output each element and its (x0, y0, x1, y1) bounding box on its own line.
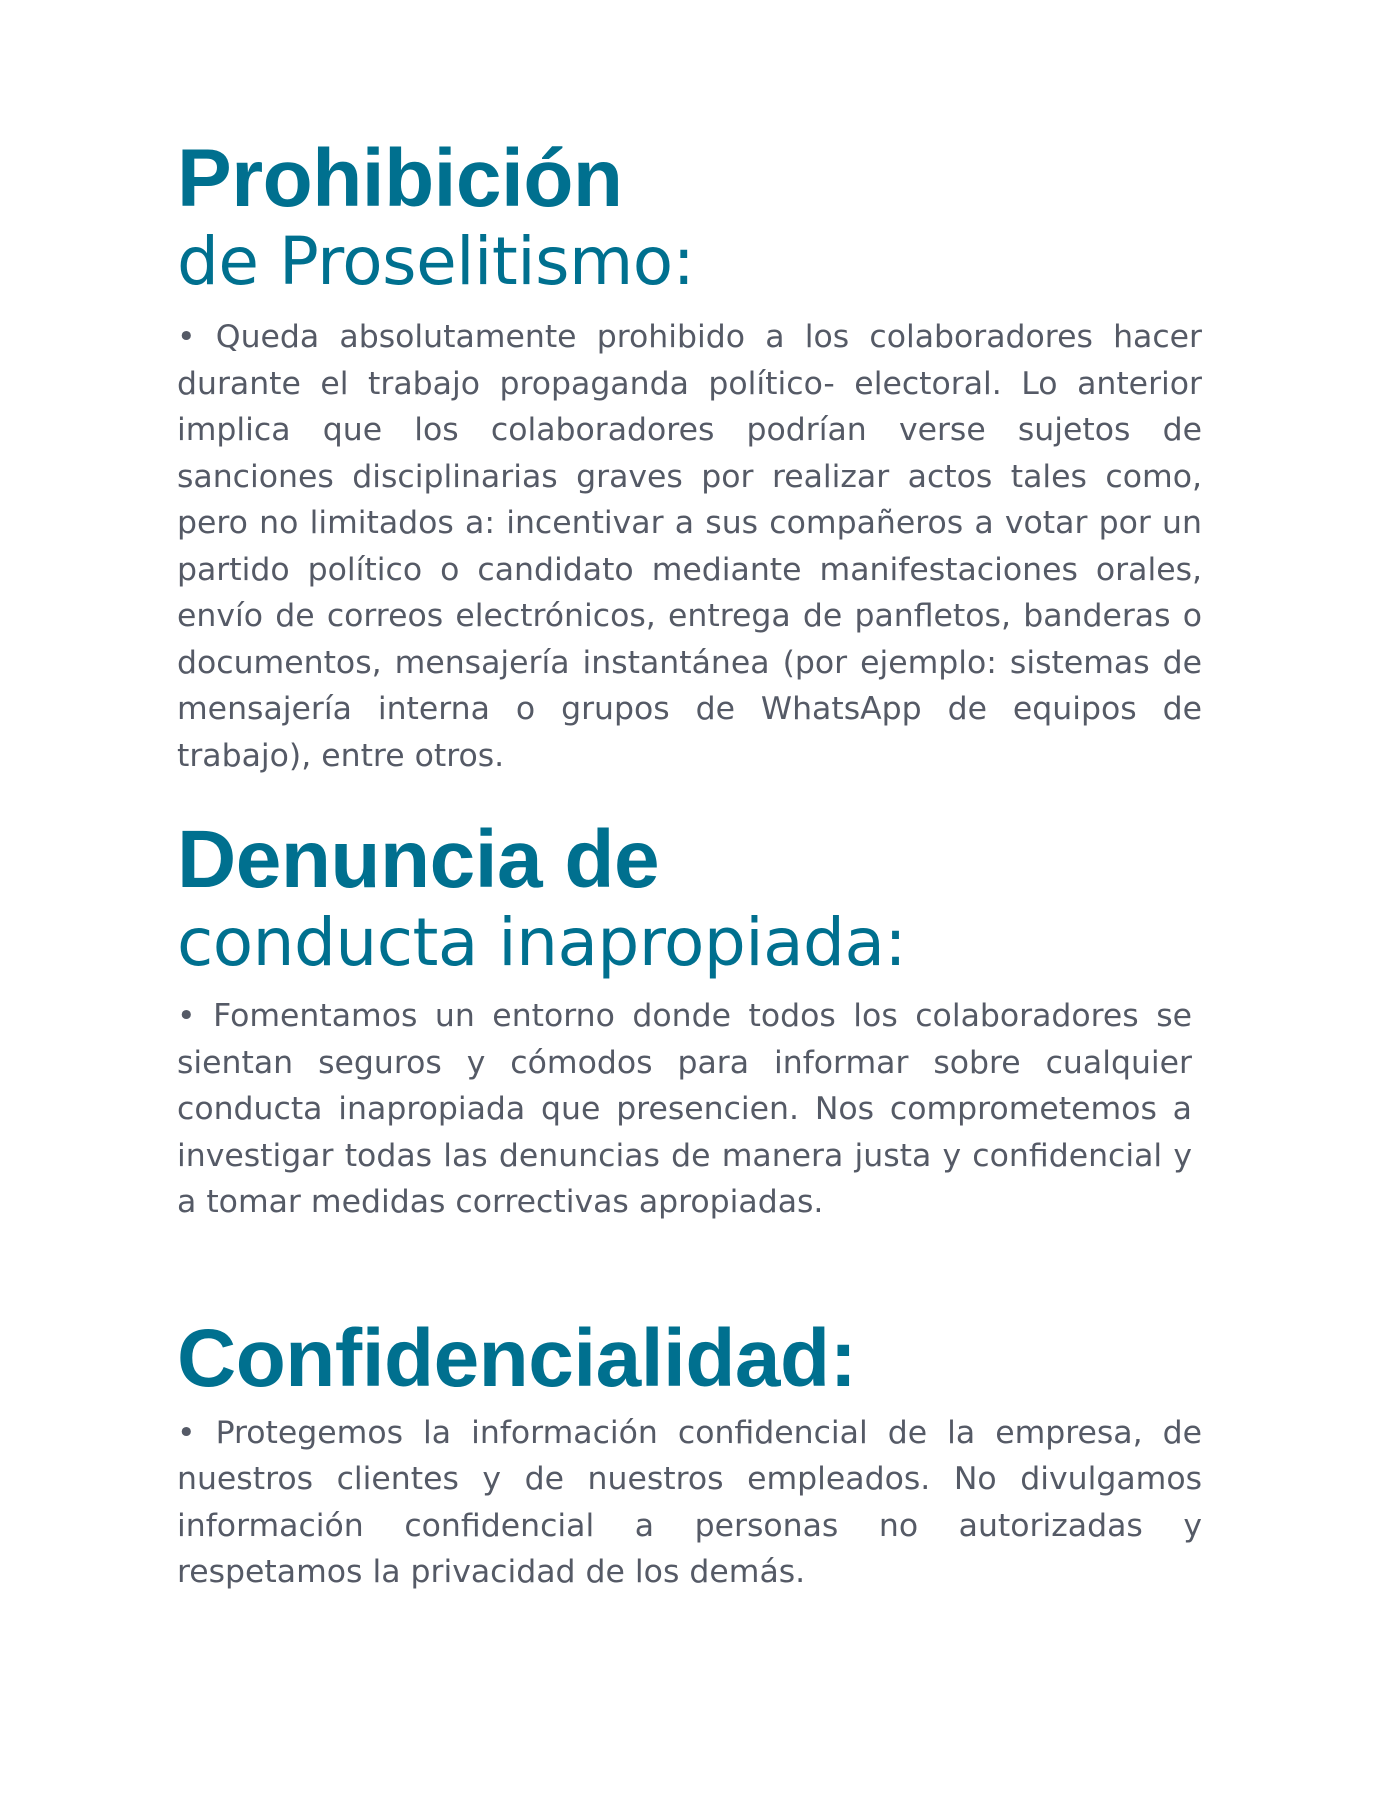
section-title-bold: Denuncia de (177, 814, 660, 905)
section-title-light: de Proselitismo: (177, 223, 695, 300)
section-title-bold: Confidencialidad: (177, 1312, 857, 1404)
section-title-bold: Prohibición (177, 133, 623, 224)
section-confidencialidad (177, 1312, 1202, 1596)
section-body: • Fomentamos un entorno donde todos los colaboradores se sientan seguros y cómodos para informar sobre cualquier conducta inapropiada que presencien. Nos comprometemos a investigar todas las denuncias de manera justa y confidencial y a tomar medidas correctivas apropiadas. (177, 998, 1192, 1220)
section-prohibicion-proselitismo (177, 133, 1202, 779)
document-page (177, 133, 1202, 1596)
section-title-light: conducta inapropiada: (177, 904, 907, 981)
section-denuncia-conducta (177, 814, 1202, 1226)
section-body: • Queda absolutamente prohibido a los colaboradores hacer durante el trabajo propaganda político- electoral. Lo anterior implica que los colaboradores podrían verse sujetos de sanciones disciplinarias graves por realizar actos tales como, pero no limitados a: incentivar a sus compañeros a votar por un partido político o candidato mediante manifestaciones orales, envío de correos electrónicos, entrega de panfletos, banderas o documentos, mensajería instantánea (por ejemplo: sistemas de mensajería interna o grupos de WhatsApp de equipos de trabajo), entre otros. (177, 319, 1202, 774)
section-body: • Protegemos la información confidencial de la empresa, de nuestros clientes y de nuestros empleados. No divulgamos información confidencial a personas no autorizadas y respetamos la privacidad de los demás. (177, 1414, 1202, 1590)
